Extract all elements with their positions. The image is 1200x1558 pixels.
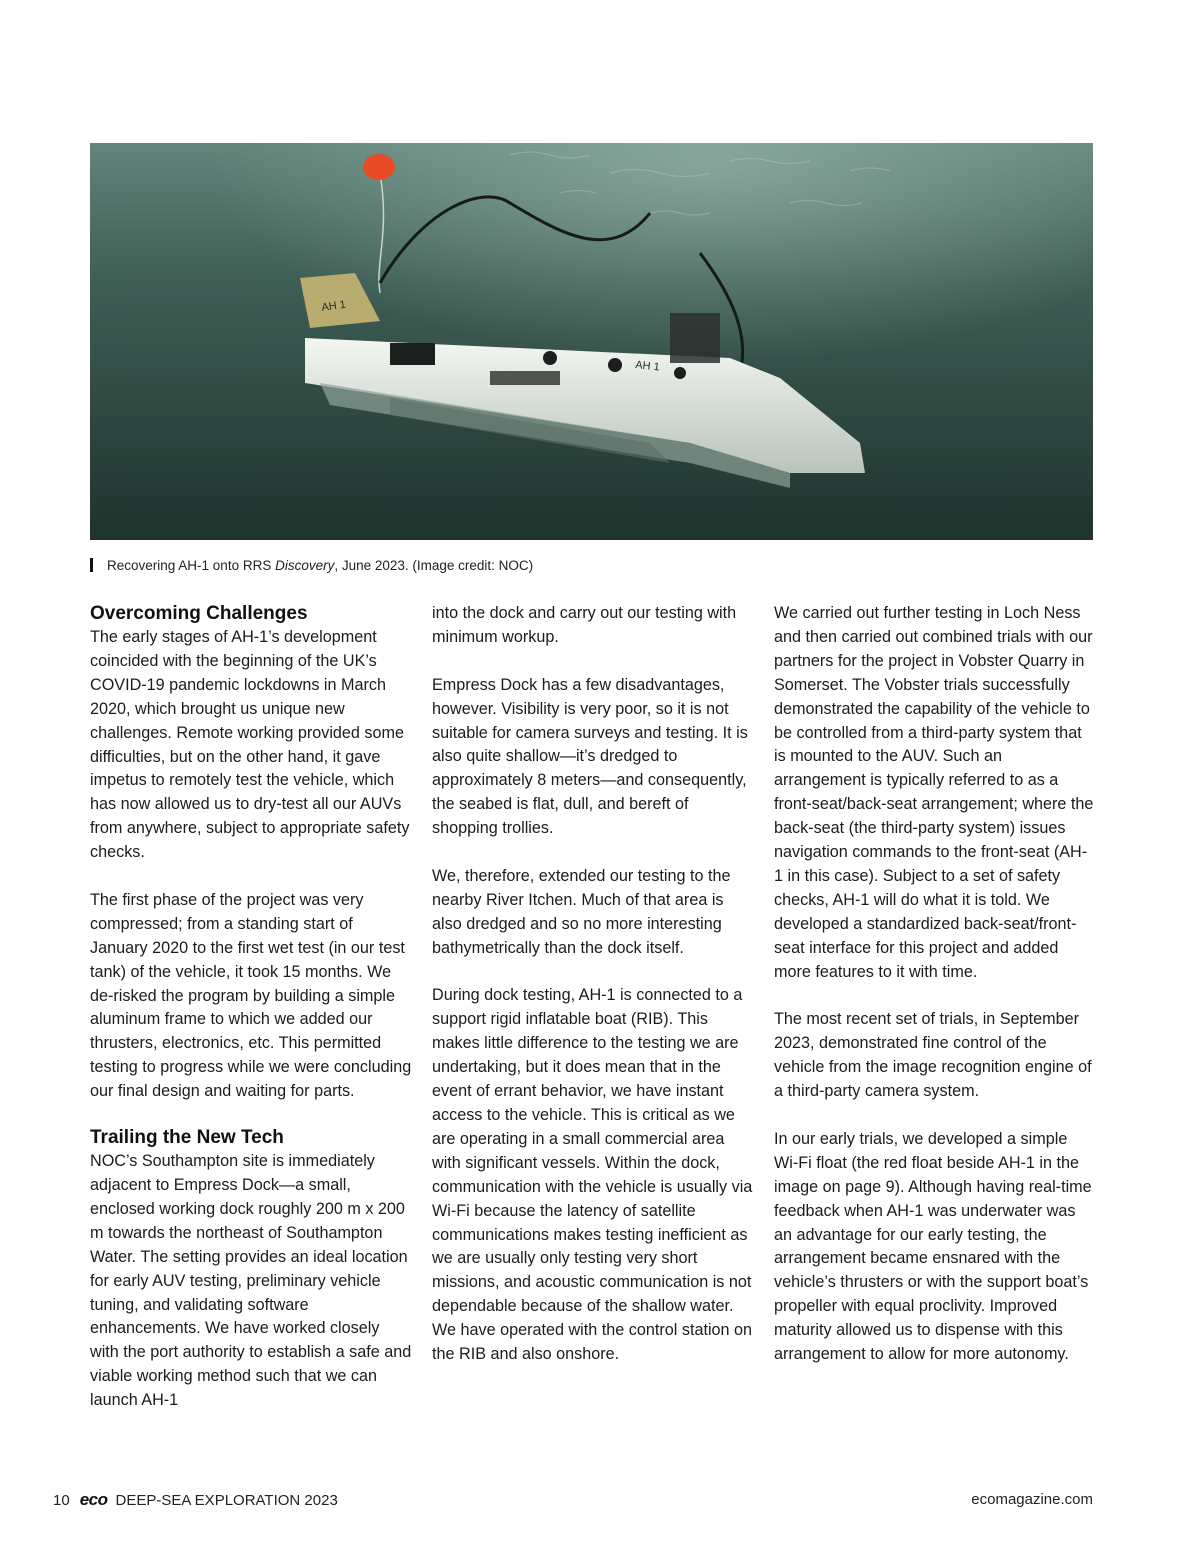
caption-text-end: , June 2023. (Image credit: NOC): [334, 558, 534, 573]
paragraph: into the dock and carry out our testing with minimum workup.: [432, 604, 737, 646]
fin-label: AH 1: [320, 298, 347, 314]
wifi-float: [363, 154, 395, 180]
caption-bar: [90, 558, 93, 572]
figure-caption: [90, 557, 533, 575]
paragraph: The early stages of AH-1’s development coincided with the beginning of the UK’s COVID-19 pandemic lockdowns in March 2020, which brought us unique new challenges. Remote working provided some difficulties, but on the other hand, it gave impetus to remotely test the vehicle, which has now allowed us to dry-test all our AUVs from anywhere, subject to appropriate safety checks.: [90, 628, 410, 862]
paragraph: The most recent set of trials, in September 2023, demonstrated fine control of the vehicle from the image recognition engine of a third-party camera system.: [774, 1010, 1092, 1101]
auv-recovery-image: [90, 143, 1093, 540]
paragraph: We carried out further testing in Loch Ness and then carried out combined trials with our partners for the project in Vobster Quarry in Somerset. The Vobster trials successfully demonstrated the capability of the vehicle to be controlled from a third-party system that is mounted to the AUV. Such an arrangement is typically referred to as a front-seat/back-seat arrangement; where the back-seat (the third-party system) issues navigation commands to the front-seat (AH-1 in this case). Subject to a set of safety checks, AH-1 will do what it is told. We developed a standardized back-seat/front-seat interface for this project and added more features to it with time.: [774, 604, 1094, 981]
column-3: [774, 602, 1096, 1367]
paragraph: In our early trials, we developed a simple Wi-Fi float (the red float beside AH-1 in the image on page 9). Although having real-time feedback when AH-1 was underwater was an advantage for our early testing, the arrangement became ensnared with the vehicle’s thrusters or with the support boat’s propeller with equal proclivity. Improved maturity allowed us to dispense with this arrangement to allow for more autonomy.: [774, 1129, 1092, 1364]
column-2: [432, 602, 754, 1367]
hull-label: AH 1: [634, 359, 661, 374]
page-footer: [53, 1489, 1093, 1511]
page-number: 10: [53, 1492, 70, 1509]
paragraph: During dock testing, AH-1 is connected to a support rigid inflatable boat (RIB). This makes little difference to the testing we are undertaking, but it does mean that in the event of errant behavior, we have instant access to the vehicle. This is critical as we are operating in a small commercial area with significant vessels. Within the dock, communication with the vehicle is usually via Wi-Fi because the latency of satellite communications makes testing inefficient as we are usually only testing very short missions, and acoustic communication is not dependable because of the shallow water. We have operated with the control station on the RIB and also onshore.: [432, 986, 753, 1364]
camera-mast: [670, 313, 720, 363]
paragraph: Empress Dock has a few disadvantages, however. Visibility is very poor, so it is not suitable for camera surveys and testing. It is also quite shallow—it’s dredged to approximately 8 meters—and consequently, the seabed is flat, dull, and bereft of shopping trollies.: [432, 675, 748, 838]
vehicle-component: [390, 343, 435, 365]
section-heading: Trailing the New Tech: [90, 1127, 284, 1149]
section-heading: Overcoming Challenges: [90, 603, 308, 624]
caption-text: Recovering AH-1 onto RRS: [107, 558, 276, 573]
publication-title: DEEP-SEA EXPLORATION 2023: [115, 1492, 338, 1509]
caption-italic: Discovery: [275, 558, 335, 573]
paragraph: We, therefore, extended our testing to the nearby River Itchen. Much of that area is also dredged and so no more interesting bathymetrically than the dock itself.: [432, 866, 731, 957]
column-1: [90, 602, 412, 1413]
website-link[interactable]: ecomagazine.com: [971, 1491, 1093, 1508]
paragraph: NOC’s Southampton site is immediately adjacent to Empress Dock—a small, enclosed working dock roughly 200 m x 200 m towards the northeast of Southampton Water. The setting provides an ideal location for early AUV testing, preliminary vehicle tuning, and validating software enhancements. We have worked closely with the port authority to establish a safe and viable working method such that we can launch AH-1: [90, 1152, 412, 1410]
paragraph: The first phase of the project was very compressed; from a standing start of January 2020 to the first wet test (in our test tank) of the vehicle, it took 15 months. We de-risked the program by building a simple aluminum frame to which we added our thrusters, electronics, etc. This permitted testing to progress while we were concluding our final design and waiting for parts.: [90, 890, 412, 1101]
article-photo: [90, 143, 1093, 540]
eco-logo: eco: [79, 1490, 108, 1509]
